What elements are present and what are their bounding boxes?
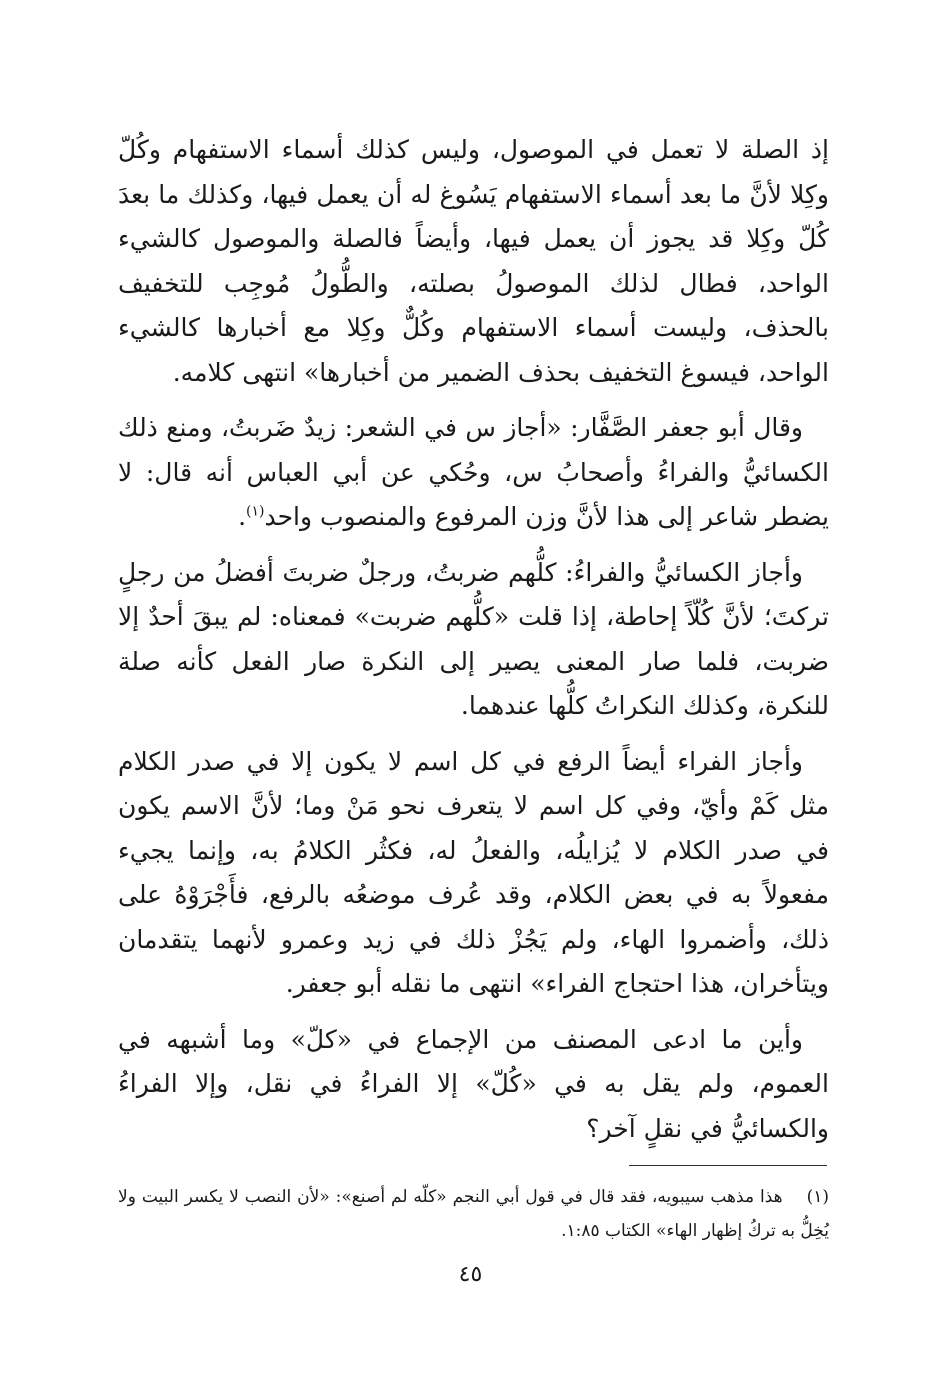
paragraph-3: وأجاز الكسائيُّ والفراءُ: كلُّهم ضربتُ، ورجلٌ ضربتَ أفضلُ من رجلٍ تركتَ؛ لأنَّ كُلّاً إحاطة، إذا قلت «كلُّهم ضربت» فمعناه: لم يبقَ أحدٌ إلا ضربت، فلما صار المعنى يصير إلى النكرة صار الفعل كأنه صلة للنكرة، وكذلك النكراتُ كلُّها عندهما. xyxy=(118,557,829,720)
paragraph-2-end: . xyxy=(238,502,247,531)
footnote-text: هذا مذهب سيبويه، فقد قال في قول أبي النجم «كلّه لم أصنع»: «لأن النصب لا يكسر البيت ولا يُخِلُّ به تركُ إظهار الهاء» الكتاب ١:٨٥. xyxy=(118,1187,829,1241)
paragraph-1: إذ الصلة لا تعمل في الموصول، وليس كذلك أسماء الاستفهام وكُلّ وكِلا لأنَّ ما بعد أسماء الاستفهام يَسُوغ له أن يعمل فيها، وكذلك ما بعدَ كُلّ وكِلا قد يجوز أن يعمل فيها، وأيضاً فالصلة والموصول كالشيء الواحد، فطال لذلك الموصولُ بصلته، والطُّولُ مُوجِب للتخفيف بالحذف، وليست أسماء الاستفهام وكُلٌّ وكِلا مع أخبارها كالشيء الواحد، فيسوغ التخفيف بحذف الضمير من أخبارها» انتهى كلامه. xyxy=(118,135,829,387)
footnote-number: (١) xyxy=(806,1187,829,1207)
footnote-reference[interactable]: (١) xyxy=(246,503,265,520)
paragraph-2-text: وقال أبو جعفر الصَّفَّار: «أجاز س في الشعر: زيدٌ ضَربتُ، ومنع ذلك الكسائيُّ والفراءُ وأصحابُ س، وحُكي عن أبي العباس أنه قال: لا يضطر شاعر إلى هذا لأنَّ وزن المرفوع والمنصوب واحد xyxy=(118,413,829,531)
footnote xyxy=(118,1180,829,1248)
paragraph-5: وأين ما ادعى المصنف من الإجماع في «كلّ» وما أشبهه في العموم، ولم يقل به في «كُلّ» إلا الفراءُ في نقل، وإلا الفراءُ والكسائيُّ في نقلٍ آخر؟ xyxy=(118,1024,829,1143)
page-number: ٤٥ xyxy=(458,1262,483,1287)
paragraph-2 xyxy=(118,406,829,540)
main-text xyxy=(118,128,829,1151)
paragraph-4: وأجاز الفراء أيضاً الرفع في كل اسم لا يكون إلا في صدر الكلام مثل كَمْ وأيّ، وفي كل اسم لا يتعرف نحو مَنْ وما؛ لأنَّ الاسم يكون في صدر الكلام لا يُزايلُه، والفعلُ له، فكثُر الكلامُ به، وإنما يجيء مفعولاً به في بعض الكلام، وقد عُرف موضعُه بالرفع، فأَجْرَوْهُ على ذلك، وأضمروا الهاء، ولم يَجُزْ ذلك في زيد وعمرو لأنهما يتقدمان ويتأخران، هذا احتجاج الفراء» انتهى ما نقله أبو جعفر. xyxy=(118,746,829,998)
footnote-divider xyxy=(629,1165,827,1166)
